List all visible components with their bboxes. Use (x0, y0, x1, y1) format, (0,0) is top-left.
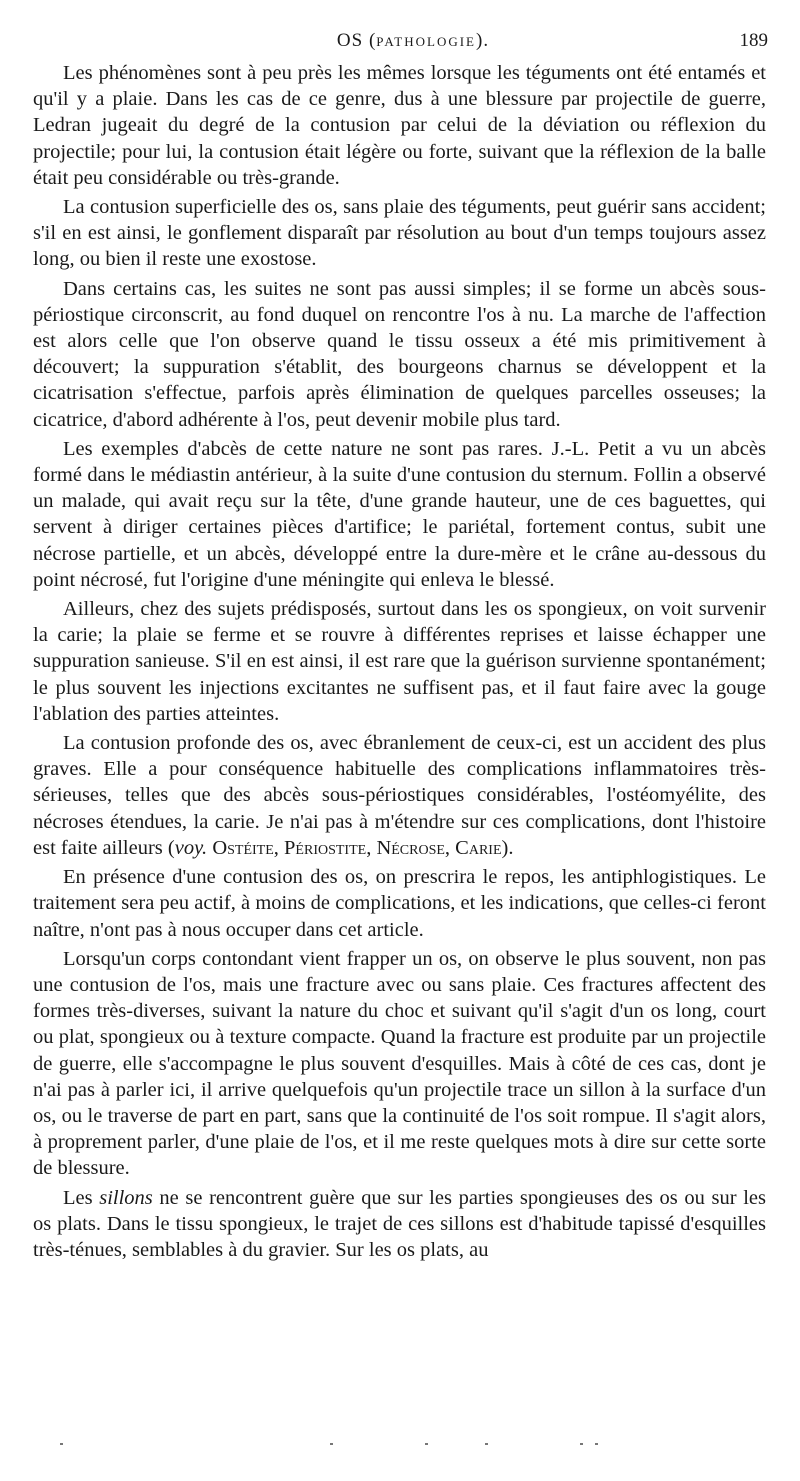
speck (595, 1443, 598, 1445)
paragraph: Les phénomènes sont à peu près les mêmes lorsque les téguments ont été entamés et qu'il y a plaie. Dans les cas de ce genre, dus à une blessure par projectile de guerre, Ledran jugeait du degré de la contusion par celui de la déviation ou réflexion du projectile; pour lui, la contusion était légère ou forte, suivant que la réflexion de la balle était peu considérable ou très-grande. (33, 62, 766, 189)
running-title (58, 30, 768, 52)
term-sillons: sillons (99, 1186, 153, 1209)
paragraph: Dans certains cas, les suites ne sont pas aussi simples; il se forme un abcès sous-périostique circonscrit, au fond duquel on rencontre l'os à nu. La marche de l'affection est alors celle que l'on observe quand le tissu osseux a été mis primitivement à découvert; la suppuration s'établit, des bourgeons charnus se développent et la cicatrisation s'effectue, parfois après élimination de quelques parcelles osseuses; la cicatrice, d'abord adhérente à l'os, peut devenir mobile plus tard. (33, 277, 766, 431)
paragraph: En présence d'une contusion des os, on prescrira le repos, les antiphlogistiques. Le traitement sera peu actif, à moins de complications, et les indications, que celles-ci feront naître, n'ont pas à nous occuper dans cet article. (33, 866, 766, 941)
paragraph: Les exemples d'abcès de cette nature ne sont pas rares. J.-L. Petit a vu un abcès formé dans le médiastin antérieur, à la suite d'une contusion du sternum. Follin a observé un malade, qui avait reçu sur la tête, d'une grande hauteur, une de ces baguettes, qui servent à diriger certaines pièces d'artifice; le pariétal, fortement contus, subit une nécrose partielle, et un abcès, développé entre la dure-mère et le crâne au-dessous du point nécrosé, fut l'origine d'une méningite qui enleva le blessé. (33, 437, 766, 591)
paragraph (33, 1185, 766, 1264)
voy-abbreviation: voy. (174, 836, 208, 859)
scan-specks (60, 1443, 620, 1447)
paragraph-start: Les (63, 1186, 100, 1209)
speck (425, 1443, 428, 1445)
speck (580, 1443, 583, 1445)
running-title-main: OS ( (336, 30, 377, 51)
page-number: 189 (739, 30, 768, 51)
speck (330, 1443, 333, 1445)
page-header (58, 30, 768, 56)
paragraph-text: La contusion profonde des os, avec ébranlement de ceux-ci, est un accident des plus graves. Elle a pour conséquence habituelle des complications inflammatoires très-sérieuses, telles que des abcès sous-périostiques considérables, l'ostéomyélite, des nécroses étendues, la carie. Je n'ai pas à m'étendre sur ces complications, dont l'histoire est faite ailleurs ( (33, 732, 766, 859)
speck (60, 1443, 63, 1445)
paragraph-end: ). (501, 836, 514, 859)
paragraph: La contusion superficielle des os, sans plaie des téguments, peut guérir sans accident; s'il en est ainsi, le gonflement disparaît par résolution au bout d'un temps toujours assez long, ou bien il reste une exostose. (33, 196, 766, 271)
body-text (33, 60, 766, 1266)
paragraph: Lorsqu'un corps contondant vient frapper un os, on observe le plus souvent, non pas une contusion de l'os, mais une fracture avec ou sans plaie. Ces fractures affectent des formes très-diverses, suivant la nature du choc et suivant qu'il s'agit d'un os long, court ou plat, spongieux ou à texture compacte. Quand la fracture est produite par un projectile de guerre, elle s'accompagne le plus souvent d'esquilles. Mais à côté de ces cas, dont je n'ai pas à parler ici, il arrive quelquefois qu'un projectile trace un sillon à la surface d'un os, ou le traverse de part en part, sans que la continuité de l'os soit rompue. Il s'agit alors, à proprement parler, d'une plaie de l'os, et il me reste quelques mots à dire sur cette sorte de blessure. (33, 947, 766, 1180)
paragraph-text: ne se rencontrent guère que sur les parties spongieuses des os ou sur les os plats. Dans le tissu spongieux, le trajet de ces sillons est d'habitude tapissé d'esquilles très-ténues, semblables à du gravier. Sur les os plats, au (33, 1186, 766, 1261)
speck (485, 1443, 488, 1445)
running-title-subtitle: PATHOLOGIE (376, 34, 476, 49)
paragraph (33, 730, 766, 861)
paragraph: Ailleurs, chez des sujets prédisposés, surtout dans les os spongieux, on voit survenir la carie; la plaie se ferme et se rouvre à différentes reprises et laisse échapper une suppuration sanieuse. S'il en est ainsi, il est rare que la guérison survienne spontanément; le plus souvent les injections excitantes ne suffisent pas, et il faut faire avec la gouge l'ablation des parties atteintes. (33, 598, 766, 725)
cross-references: Ostéite, Périostite, Nécrose, Carie (207, 836, 502, 859)
running-title-end: ). (476, 30, 490, 51)
